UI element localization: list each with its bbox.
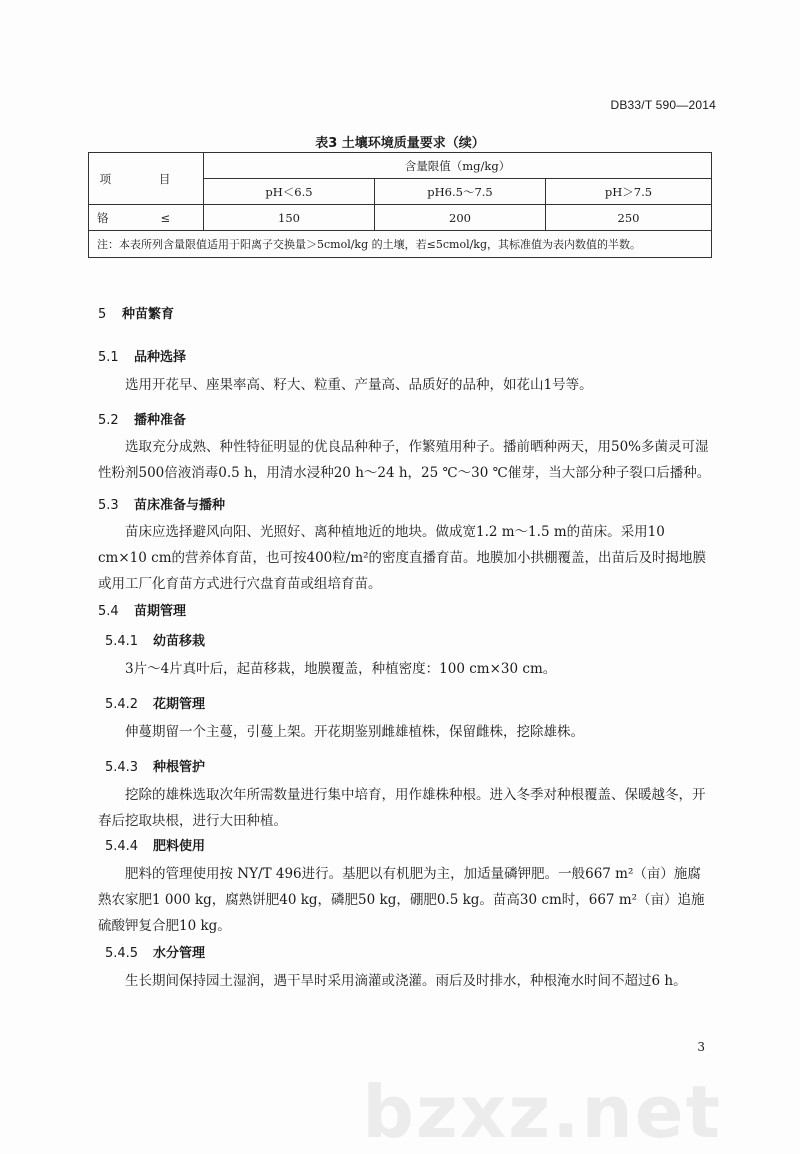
section-5-4-2-heading: 5.4.2 花期管理 xyxy=(105,697,206,712)
item-header: 项 目 xyxy=(89,153,204,205)
section-5-2-text: 选取充分成熟、种性特征明显的优良品种种子，作繁殖用种子。播前晒种两天，用50%多菌灵可湿性粉剂500倍液消毒0.5 h，用清水浸种20 h～24 h，25 ℃～30 ℃催芽，当大部分种子裂口后播种。 xyxy=(98,439,711,481)
section-5-4-5-text: 生长期间保持园土湿润，遇干旱时采用滴灌或浇灌。雨后及时排水，种根淹水时间不超过6 h。 xyxy=(125,973,687,989)
section-5-4-3-text: 挖除的雄株选取次年所需数量进行集中培育，用作雄株种根。进入冬季对种根覆盖、保暖越冬，开春后挖取块根，进行大田种植。 xyxy=(98,787,706,829)
section-5-2-heading: 5.2 播种准备 xyxy=(98,413,187,428)
section-5-4-2-text: 伸蔓期留一个主蔓，引蔓上架。开花期鉴别雌雄植株，保留雌株，挖除雄株。 xyxy=(125,724,584,740)
section-5-4-heading: 5.4 苗期管理 xyxy=(98,604,187,619)
section-5-1-heading: 5.1 品种选择 xyxy=(98,350,187,365)
section-5-1-text: 选用开花早、座果率高、籽大、粒重、产量高、品质好的品种，如花山1号等。 xyxy=(125,377,593,393)
table-row xyxy=(89,205,712,231)
column-header: pH6.5～7.5 xyxy=(375,179,546,205)
section-5-4-1-text: 3片～4片真叶后，起苗移栽，地膜覆盖，种植密度：100 cm×30 cm。 xyxy=(125,661,557,677)
section-5-4-3-heading: 5.4.3 种根管护 xyxy=(105,760,206,775)
section-5-4-4-text: 肥料的管理使用按 NY/T 496进行。基肥以有机肥为主，加适量磷钾肥。一般667 m²（亩）施腐熟农家肥1 000 kg，腐熟饼肥40 kg，磷肥50 kg，硼肥0.5 kg。苗高30 cm时，667 m²（亩）追施硫酸钾复合肥10 kg。 xyxy=(98,866,705,934)
table-note: 注：本表所列含量限值适用于阳离子交换量＞5cmol/kg 的土壤，若≤5cmol/kg，其标准值为表内数值的半数。 xyxy=(89,231,712,258)
table-caption: 表3 土壤环境质量要求（续） xyxy=(315,136,485,151)
limit-group-header: 含量限值（mg/kg） xyxy=(204,153,712,179)
table-cell: 250 xyxy=(546,205,712,231)
soil-quality-table xyxy=(88,152,712,258)
column-header: pH＜6.5 xyxy=(204,179,375,205)
table-cell: 150 xyxy=(204,205,375,231)
section-5-4-1-heading: 5.4.1 幼苗移栽 xyxy=(105,634,206,649)
page-number: 3 xyxy=(697,1040,705,1054)
section-5-4-5-heading: 5.4.5 水分管理 xyxy=(105,946,206,961)
section-5-3-heading: 5.3 苗床准备与播种 xyxy=(98,498,226,513)
standard-code: DB33/T 590—2014 xyxy=(610,98,716,112)
section-5-4-4-heading: 5.4.4 肥料使用 xyxy=(105,839,206,854)
row-label: 铬 ≤ xyxy=(89,205,204,231)
column-header: pH＞7.5 xyxy=(546,179,712,205)
section-5-heading: 5 种苗繁育 xyxy=(98,307,175,322)
table-cell: 200 xyxy=(375,205,546,231)
watermark: bzxz.net xyxy=(362,1070,722,1154)
section-5-3-text: 苗床应选择避风向阳、光照好、离种植地近的地块。做成宽1.2 m～1.5 m的苗床。采用10 cm×10 cm的营养体育苗，也可按400粒/m²的密度直播育苗。地膜加小拱棚覆盖，出苗后及时揭地膜或用工厂化育苗方式进行穴盘育苗或组培育苗。 xyxy=(98,524,707,592)
